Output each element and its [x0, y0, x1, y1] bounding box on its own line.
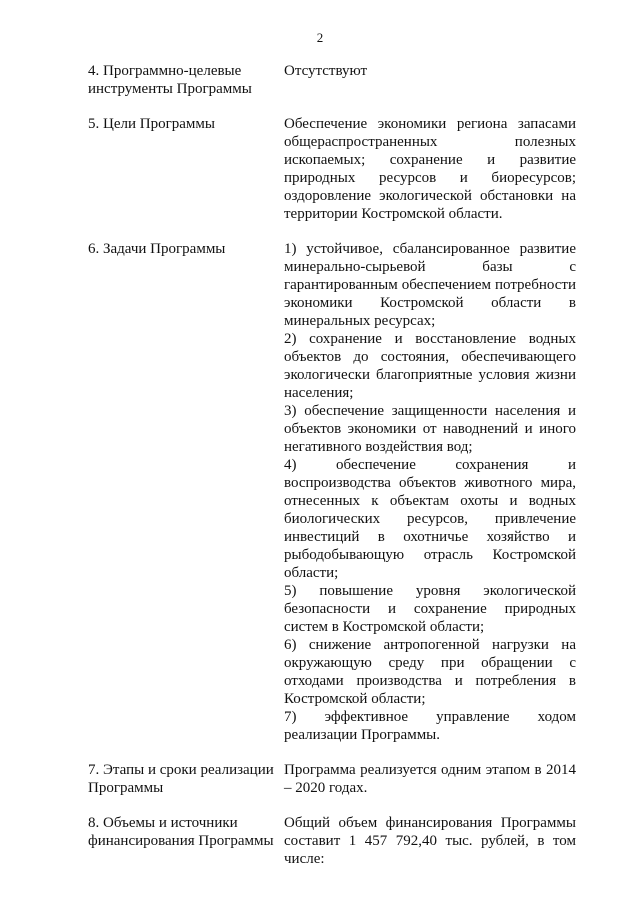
row-value	[284, 761, 576, 797]
task-item-1: 1) устойчивое, сбалансированное развитие минерально-сырьевой базы с гарантированным обеспечением потребности экономики Костромской области в минеральных ресурсах;	[284, 241, 576, 329]
row-label: 4. Программно-целевые инструменты Программы	[88, 63, 252, 97]
passport-row-stages	[88, 761, 580, 797]
task-item-7: 7) эффективное управление ходом реализации Программы.	[284, 709, 576, 743]
row-label: 6. Задачи Программы	[88, 241, 226, 257]
row-value	[284, 115, 576, 223]
row-paragraph: Общий объем финансирования Программы составит 1 457 792,40 тыс. рублей, в том числе:	[284, 815, 576, 867]
passport-row-instruments	[88, 62, 580, 98]
task-item-3: 3) обеспечение защищенности населения и объектов экономики от наводнений и иного негативного воздействия вод;	[284, 403, 576, 455]
row-value	[284, 62, 576, 80]
program-passport-table	[88, 62, 580, 885]
row-label: 7. Этапы и сроки реализации Программы	[88, 762, 274, 796]
row-value	[284, 240, 576, 744]
row-label: 5. Цели Программы	[88, 116, 215, 132]
passport-row-goals	[88, 115, 580, 223]
task-item-6: 6) снижение антропогенной нагрузки на окружающую среду при обращении с отходами производства и потребления в Костромской области;	[284, 637, 576, 707]
row-paragraph: Обеспечение экономики региона запасами общераспространенных полезных ископаемых; сохранение и развитие природных ресурсов и биоресурсов; оздоровление экологической обстановки на территории Костромской области.	[284, 116, 576, 222]
row-value	[284, 814, 576, 868]
task-item-4: 4) обеспечение сохранения и воспроизводства объектов животного мира, отнесенных к объектам охоты и водных биологических ресурсов, привлечение инвестиций в охотничье хозяйство и рыбодобывающую отрасль Костромской области;	[284, 457, 576, 581]
passport-row-tasks	[88, 240, 580, 744]
task-item-5: 5) повышение уровня экологической безопасности и сохранение природных систем в Костромской области;	[284, 583, 576, 635]
passport-row-funding	[88, 814, 580, 868]
task-item-2: 2) сохранение и восстановление водных объектов до состояния, обеспечивающего экологически благоприятные условия жизни населения;	[284, 331, 576, 401]
row-paragraph: Отсутствуют	[284, 63, 368, 79]
row-label: 8. Объемы и источники финансирования Программы	[88, 815, 274, 849]
page-number: 2	[316, 30, 324, 45]
row-paragraph: Программа реализуется одним этапом в 2014 – 2020 годах.	[284, 762, 576, 796]
